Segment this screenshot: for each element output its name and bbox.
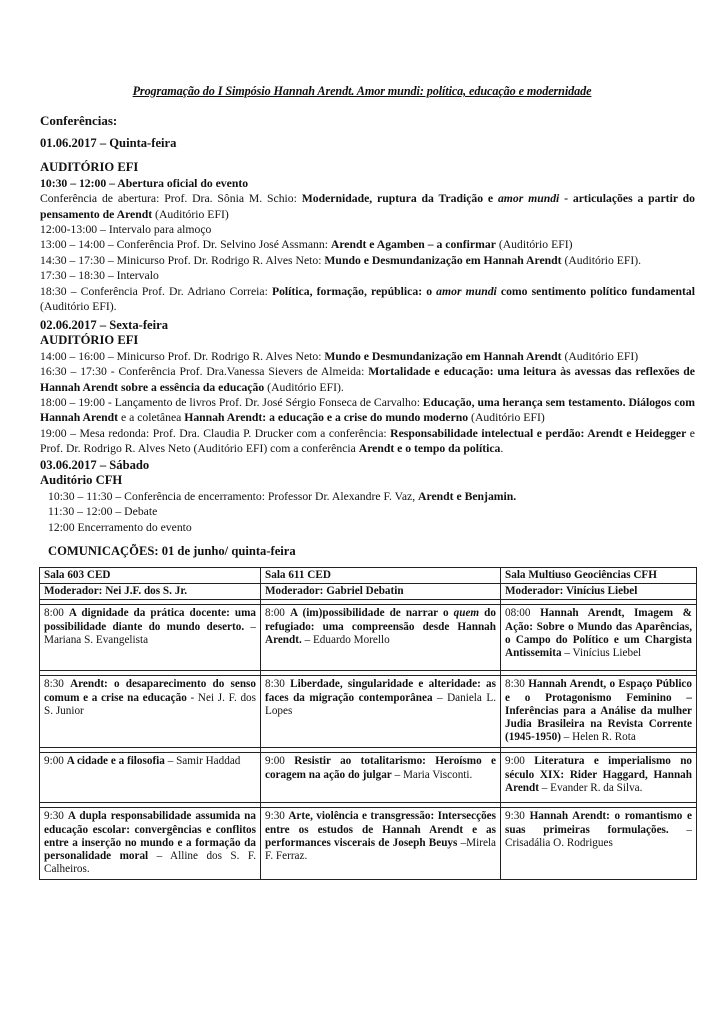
table-row	[40, 676, 697, 748]
day1-interval: 17:30 – 18:30 – Intervalo	[40, 269, 159, 283]
day3-section	[40, 458, 695, 535]
table-row	[40, 753, 697, 803]
day1-agamben: 13:00 – 14:00 – Conferência Prof. Dr. Selvino José Assmann: Arendt e Agamben – a confirmar (Auditório EFI)	[40, 238, 573, 252]
table-cell: 9:30 Hannah Arendt: o romantismo e suas primeiras formulações. – Crisadália O. Rodrigues	[501, 808, 697, 880]
table-header-cell: Sala Multiuso Geociências CFH	[501, 568, 697, 584]
day2-date: 02.06.2017 – Sexta-feira	[40, 318, 169, 332]
day1-minicurso: 14:30 – 17:30 – Minicurso Prof. Dr. Rodrigo R. Alves Neto: Mundo e Desmundanização em Hannah Arendt (Auditório EFI).	[40, 253, 642, 267]
communications-table	[39, 567, 697, 880]
table-row	[40, 808, 697, 880]
table-cell: 9:00 A cidade e a filosofia – Samir Haddad	[40, 753, 261, 803]
day2-section	[40, 318, 695, 457]
day3-closing: 12:00 Encerramento do evento	[48, 520, 192, 534]
day2-venue: AUDITÓRIO EFI	[40, 333, 139, 348]
day1-opening: 10:30 – 12:00 – Abertura oficial do evento	[40, 176, 249, 190]
table-cell: 9:30 A dupla responsabilidade assumida na educação escolar: convergências e conflitos entre a inserção no mundo e a formação da personalidade moral – Alline dos S. F. Calheiros.	[40, 808, 261, 880]
table-cell: 9:30 Arte, violência e transgressão: Intersecções entre os estudos de Hannah Arendt e as performances viscerais de Joseph Beuys –Mirela F. Ferraz.	[261, 808, 501, 880]
table-cell: 9:00 Literatura e imperialismo no século XIX: Rider Haggard, Hannah Arendt – Evander R. da Silva.	[501, 753, 697, 803]
table-header-moderators	[40, 584, 697, 600]
table-row	[40, 605, 697, 671]
conferences-label: Conferências:	[40, 113, 118, 128]
day1-date: 01.06.2017 – Quinta-feira	[40, 136, 177, 150]
table-cell: 8:00 A dignidade da prática docente: uma possibilidade diante do mundo deserto. – Mariana S. Evangelista	[40, 605, 261, 671]
communications-title: COMUNICAÇÕES: 01 de junho/ quinta-feira	[48, 544, 296, 558]
day3-date: 03.06.2017 – Sábado	[40, 458, 150, 472]
day2-almeida: 16:30 – 17:30 - Conferência Prof. Dra.Vanessa Sievers de Almeida: Mortalidade e educação: uma leitura às avessas das reflexões de Hannah Arendt sobre a essência da educação (Auditório EFI).	[40, 365, 695, 394]
table-header-cell: Moderador: Vinícius Liebel	[501, 584, 697, 600]
day2-roundtable: 19:00 – Mesa redonda: Prof. Dra. Claudia P. Drucker com a conferência: Responsabilidade intelectual e perdão: Arendt e Heidegger e Prof. Dr. Rodrigo R. Alves Neto (Auditório EFI) com a conferência Arendt e o tempo da política.	[40, 426, 695, 456]
table-cell: 08:00 Hannah Arendt, Imagem & Ação: Sobre o Mundo das Aparências, o Campo do Político e um Chargista Antissemita – Vinícius Liebel	[501, 605, 697, 671]
day1-correia: 18:30 – Conferência Prof. Dr. Adriano Correia: Política, formação, república: o amor mundi como sentimento político fundamental (Auditório EFI).	[40, 284, 696, 314]
day1-opening-conference: Conferência de abertura: Prof. Dra. Sônia M. Schio: Modernidade, ruptura da Tradição e amor mundi - articulações a partir do pensamento de Arendt (Auditório EFI)	[40, 192, 695, 221]
table-cell: 8:30 Liberdade, singularidade e alteridade: as faces da migração contemporânea – Daniela L. Lopes	[261, 676, 501, 748]
day2-minicurso: 14:00 – 16:00 – Minicurso Prof. Dr. Rodrigo R. Alves Neto: Mundo e Desmundanização em Hannah Arendt (Auditório EFI)	[40, 349, 639, 363]
table-cell: 8:00 A (im)possibilidade de narrar o quem do refugiado: uma compreensão desde Hannah Arendt. – Eduardo Morello	[261, 605, 501, 671]
table-header-cell: Moderador: Nei J.F. dos S. Jr.	[40, 584, 261, 600]
day2-books: 18:00 – 19:00 - Lançamento de livros Prof. Dr. José Sérgio Fonseca de Carvalho: Educação, uma herança sem testamento. Diálogos com Hannah Arendt e a coletânea Hannah Arendt: a educação e a crise do mundo moderno (Auditório EFI)	[40, 396, 695, 425]
table-header-cell: Moderador: Gabriel Debatin	[261, 584, 501, 600]
day3-venue: Auditório CFH	[40, 473, 123, 488]
day3-closing-conference: 10:30 – 11:30 – Conferência de encerramento: Professor Dr. Alexandre F. Vaz, Arendt e Benjamin.	[48, 489, 517, 503]
table-cell: 8:30 Hannah Arendt, o Espaço Público e o Protagonismo Feminino – Inferências para a Análise da mulher Judia Brasileira na Revista Corrente (1945-1950) – Helen R. Rota	[501, 676, 697, 748]
table-cell: 9:00 Resistir ao totalitarismo: Heroísmo e coragem na ação do julgar – Maria Visconti.	[261, 753, 501, 803]
day1-section	[40, 136, 695, 314]
table-header-cell: Sala 611 CED	[261, 568, 501, 584]
day1-venue: AUDITÓRIO EFI	[40, 160, 139, 175]
table-header-rooms	[40, 568, 697, 584]
day3-debate: 11:30 – 12:00 – Debate	[48, 505, 158, 519]
table-cell: 8:30 Arendt: o desaparecimento do senso comum e a crise na educação - Nei J. F. dos S. Junior	[40, 676, 261, 748]
day1-lunch: 12:00-13:00 – Intervalo para almoço	[40, 223, 212, 237]
table-header-cell: Sala 603 CED	[40, 568, 261, 584]
page-title: Programação do I Simpósio Hannah Arendt. Amor mundi: política, educação e modernidade	[132, 84, 592, 98]
